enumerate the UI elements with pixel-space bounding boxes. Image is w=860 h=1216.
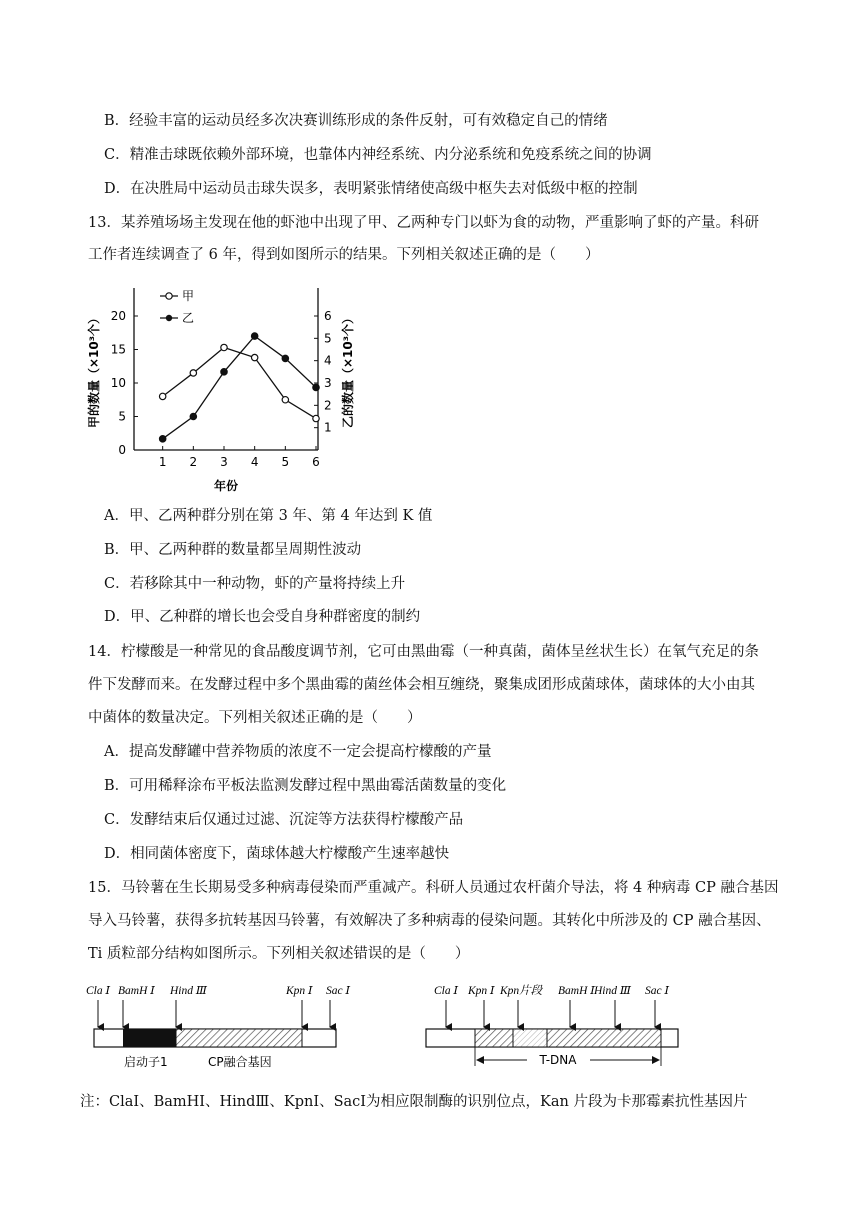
q14-option-c: C．发酵结束后仅通过过滤、沉淀等方法获得柠檬酸产品 bbox=[104, 812, 464, 828]
q14-stem-line1: 14．柠檬酸是一种常见的食品酸度调节剂，它可由黑曲霉（一种真菌，菌体呈丝状生长）在氧气充足的条 bbox=[88, 644, 759, 660]
x-axis-label: 年份 bbox=[213, 479, 239, 493]
promoter-segment bbox=[123, 1029, 176, 1047]
q14-option-d: D．相同菌体密度下，菌球体越大柠檬酸产生速率越快 bbox=[104, 846, 450, 862]
q13-stem-line2: 工作者连续调查了 6 年，得到如图所示的结果。下列相关叙述正确的是（ ） bbox=[88, 247, 600, 263]
site-hind-left: Hind Ⅲ bbox=[170, 985, 207, 997]
right-y-tick-label: 2 bbox=[324, 398, 332, 413]
q15-stem-line1: 15．马铃薯在生长期易受多种病毒侵染而严重减产。科研人员通过农杆菌介导法，将 4 种病毒 CP 融合基因 bbox=[88, 880, 779, 896]
series-line-甲 bbox=[163, 347, 316, 418]
site-kpn-right: Kpn Ⅰ bbox=[468, 985, 495, 997]
q14-option-a: A．提高发酵罐中营养物质的浓度不一定会提高柠檬酸的产量 bbox=[104, 744, 492, 760]
data-point-乙 bbox=[159, 436, 165, 442]
site-cla-left: Cla Ⅰ bbox=[86, 985, 111, 997]
x-tick-label: 2 bbox=[189, 455, 198, 469]
site-cla-right: Cla Ⅰ bbox=[434, 985, 459, 997]
data-point-乙 bbox=[313, 384, 319, 390]
left-y-tick-label: 5 bbox=[118, 409, 126, 424]
x-tick-label: 4 bbox=[250, 455, 259, 469]
right-y-tick-label: 4 bbox=[324, 353, 332, 368]
left-y-tick-label: 20 bbox=[110, 309, 126, 323]
gene-construct-diagram bbox=[80, 978, 800, 1073]
x-tick-label: 5 bbox=[281, 455, 290, 469]
data-point-甲 bbox=[313, 415, 319, 421]
cp-gene-segment bbox=[176, 1029, 302, 1047]
right-y-tick-label: 1 bbox=[324, 420, 332, 435]
data-point-甲 bbox=[159, 393, 165, 399]
q15-stem-line2: 导入马铃薯，获得多抗转基因马铃薯，有效解决了多种病毒的侵染问题。其转化中所涉及的 CP 融合基因、 bbox=[88, 913, 771, 929]
data-point-甲 bbox=[282, 397, 288, 403]
data-point-甲 bbox=[251, 354, 257, 360]
data-point-乙 bbox=[251, 333, 257, 339]
left-y-tick-label: 0 bbox=[118, 443, 126, 457]
q13-option-c: C．若移除其中一种动物，虾的产量将持续上升 bbox=[104, 576, 406, 592]
site-bamh-right: BamH Ⅰ bbox=[558, 985, 595, 997]
cp-fusion-gene-construct bbox=[86, 985, 350, 1069]
series-line-乙 bbox=[163, 336, 316, 439]
right-y-axis-label: 乙的数量（×10³个） bbox=[341, 311, 355, 429]
data-point-甲 bbox=[221, 344, 227, 350]
q13-option-a: A．甲、乙两种群分别在第 3 年、第 4 年达到 K 值 bbox=[104, 508, 433, 524]
site-bamh-left: BamH Ⅰ bbox=[118, 985, 155, 997]
x-tick-label: 1 bbox=[158, 455, 167, 469]
site-kpn-left: Kpn Ⅰ bbox=[286, 985, 313, 997]
kpn-fragment-segment-a bbox=[475, 1029, 513, 1047]
data-point-乙 bbox=[221, 369, 227, 375]
q13-option-d: D．甲、乙种群的增长也会受自身种群密度的制约 bbox=[104, 609, 421, 625]
left-y-axis-label: 甲的数量（×10³个） bbox=[87, 311, 101, 429]
right-y-tick-label: 5 bbox=[324, 331, 332, 346]
left-y-tick-label: 15 bbox=[110, 342, 126, 357]
data-point-乙 bbox=[282, 355, 288, 361]
data-point-甲 bbox=[190, 370, 196, 376]
cp-gene-label: CP融合基因 bbox=[208, 1055, 272, 1069]
q15-stem-line3: Ti 质粒部分结构如图所示。下列相关叙述错误的是（ ） bbox=[88, 946, 470, 962]
ti-plasmid-construct bbox=[426, 984, 678, 1067]
x-tick-label: 3 bbox=[220, 455, 228, 469]
legend-label-jia: 甲 bbox=[182, 289, 195, 303]
q13-stem-line1: 13．某养殖场场主发现在他的虾池中出现了甲、乙两种专门以虾为食的动物，严重影响了虾的产量。科研 bbox=[88, 215, 759, 231]
x-tick-label: 6 bbox=[312, 455, 320, 469]
q14-option-b: B．可用稀释涂布平板法监测发酵过程中黑曲霉活菌数量的变化 bbox=[104, 778, 507, 794]
kpn-fragment-label: Kpn片段 bbox=[500, 985, 543, 997]
q12-option-d: D．在决胜局中运动员击球失误多，表明紧张情绪使高级中枢失去对低级中枢的控制 bbox=[104, 181, 638, 197]
q12-option-b: B．经验丰富的运动员经多次决赛训练形成的条件反射，可有效稳定自己的情绪 bbox=[104, 113, 608, 129]
diagram-note: 注：ClaⅠ、BamHⅠ、HindⅢ、KpnⅠ、SacⅠ为相应限制酶的识别位点，Kan 片段为卡那霉素抗性基因片 bbox=[80, 1094, 748, 1110]
site-sac-right: Sac Ⅰ bbox=[645, 985, 670, 997]
data-point-乙 bbox=[190, 413, 196, 419]
site-hind-right: Hind Ⅲ bbox=[594, 985, 631, 997]
right-y-tick-label: 6 bbox=[324, 309, 332, 323]
site-sac-left: Sac Ⅰ bbox=[326, 985, 351, 997]
q14-stem-line3: 中菌体的数量决定。下列相关叙述正确的是（ ） bbox=[88, 710, 422, 726]
kpn-fragment-segment-b bbox=[513, 1029, 547, 1047]
q14-stem-line2: 件下发酵而来。在发酵过程中多个黑曲霉的菌丝体会相互缠绕，聚集成团形成菌球体，菌球体的大小由其 bbox=[88, 677, 755, 693]
legend-label-yi: 乙 bbox=[182, 311, 195, 325]
tdna-hatched-segment bbox=[547, 1029, 661, 1047]
left-y-tick-label: 10 bbox=[110, 376, 126, 390]
right-y-tick-label: 3 bbox=[324, 376, 332, 390]
q13-option-b: B．甲、乙两种群的数量都呈周期性波动 bbox=[104, 542, 362, 558]
promoter-label: 启动子1 bbox=[124, 1055, 168, 1069]
chart-legend bbox=[160, 289, 194, 325]
population-chart bbox=[80, 280, 380, 500]
q12-option-c: C．精准击球既依赖外部环境，也靠体内神经系统、内分泌系统和免疫系统之间的协调 bbox=[104, 147, 652, 163]
tdna-label: T-DNA bbox=[539, 1053, 577, 1067]
